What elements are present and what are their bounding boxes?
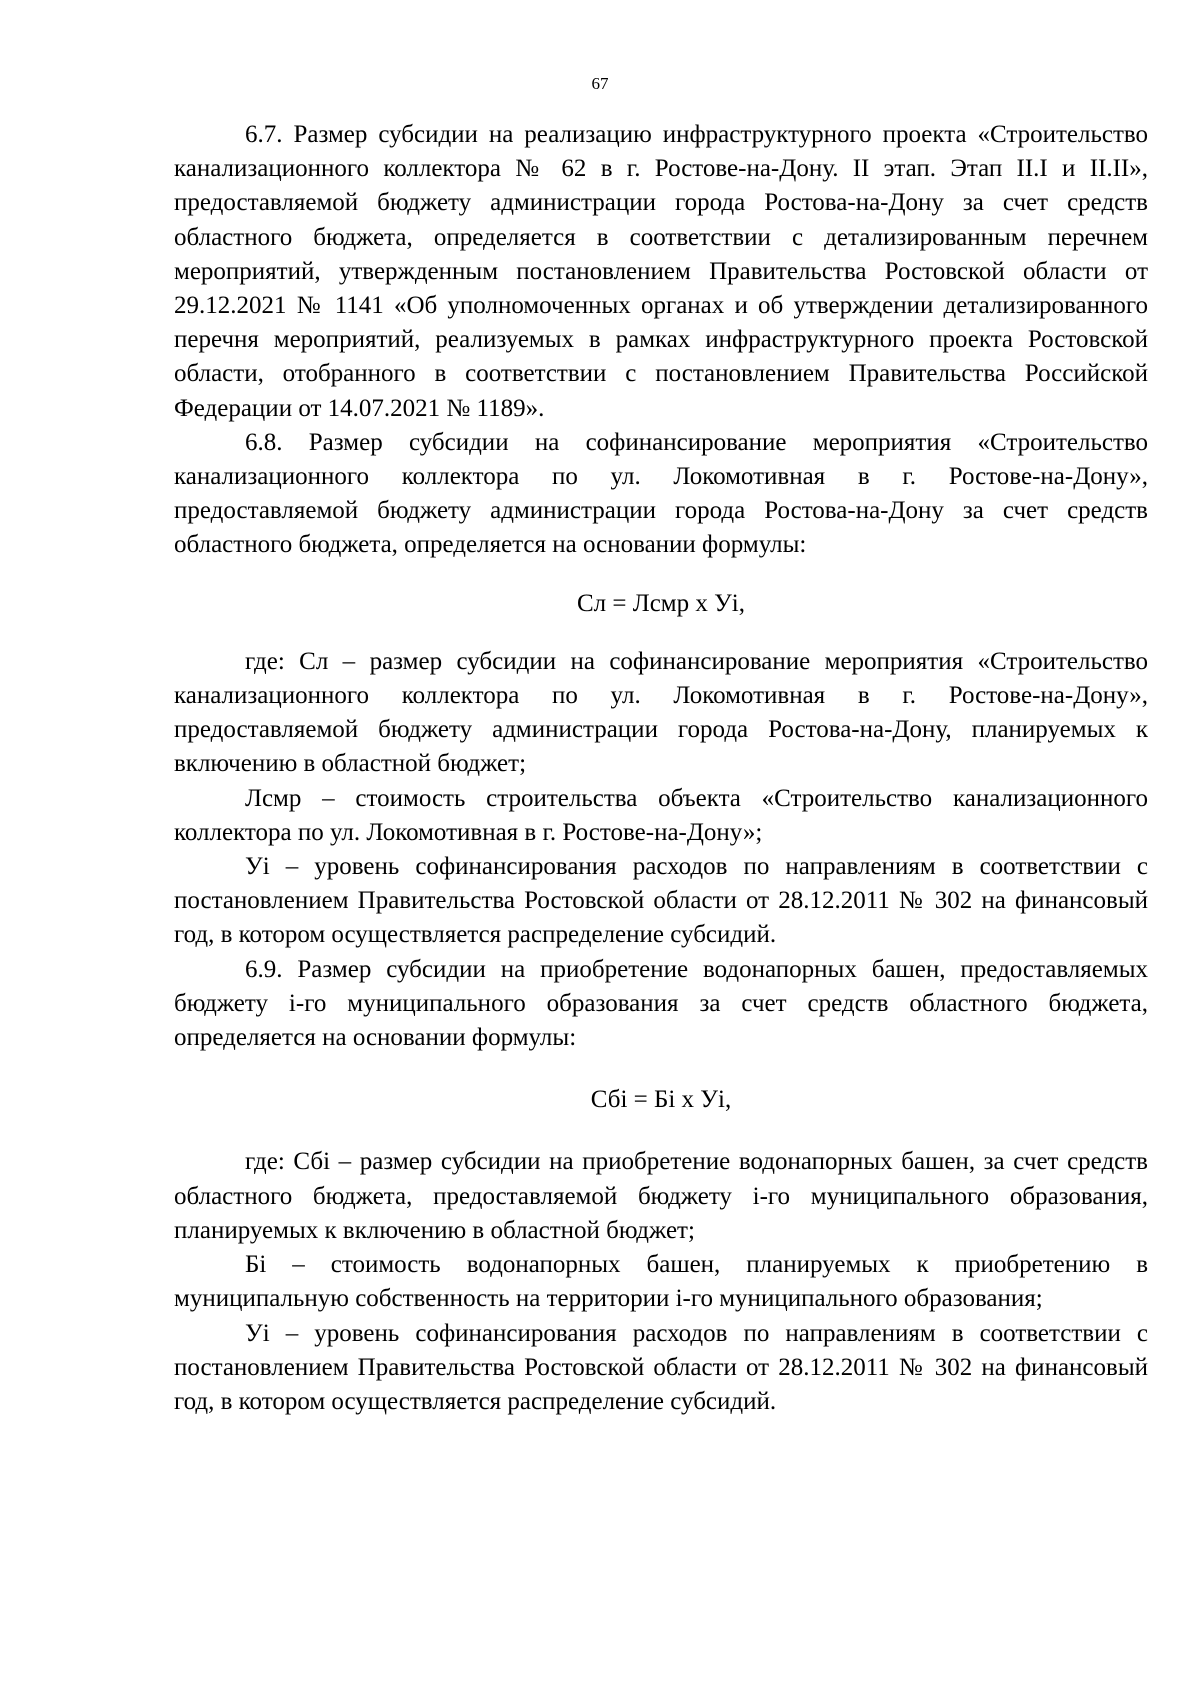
- page-number: 67: [591, 74, 609, 93]
- definition-ui-second: Уi – уровень софинансирования расходов по направлениям в соответствии с постановлением Правительства Ростовской области от 28.12.2011 № 302 на финансовый год, в котором осуществляется распределение субсидий.: [174, 1319, 1148, 1415]
- definition-lsmr: Лсмр – стоимость строительства объекта «Строительство канализационного коллектора по ул. Локомотивная в г. Ростове-на-Дону»;: [174, 784, 1148, 846]
- formula-sl: Сл = Лсмр х Уi,: [576, 589, 746, 617]
- definition-sbi: где: Сбi – размер субсидии на приобретение водонапорных башен, за счет средств областного бюджета, предоставляемой бюджету i-го муниципального образования, планируемых к включению в областной бюджет;: [174, 1148, 1148, 1244]
- document-body: [174, 118, 1148, 1419]
- formula-sbi: Сбi = Бi х Уi,: [590, 1086, 732, 1114]
- paragraph-6-8: 6.8. Размер субсидии на софинансирование мероприятия «Строительство канализационного коллектора по ул. Локомотивная в г. Ростове-на-Дону», предоставляемой бюджету администрации города Ростова-на-Дону за счет средств областного бюджета, определяется на основании формулы:: [174, 428, 1148, 559]
- paragraph-6-9: 6.9. Размер субсидии на приобретение водонапорных башен, предоставляемых бюджету i-го муниципального образования за счет средств областного бюджета, определяется на основании формулы:: [174, 955, 1148, 1052]
- definition-bi: Бi – стоимость водонапорных башен, планируемых к приобретению в муниципальную собственность на территории i-го муниципального образования;: [174, 1251, 1148, 1313]
- definition-ui-first: Уi – уровень софинансирования расходов по направлениям в соответствии с постановлением Правительства Ростовской области от 28.12.2011 № 302 на финансовый год, в котором осуществляется распределение субсидий.: [174, 853, 1148, 949]
- paragraph-6-7: 6.7. Размер субсидии на реализацию инфраструктурного проекта «Строительство канализационного коллектора № 62 в г. Ростове-на-Дону. II этап. Этап II.I и II.II», предоставляемой бюджету администрации города Ростова-на-Дону за счет средств областного бюджета, определяется в соответствии с детализированным перечнем мероприятий, утвержденным постановлением Правительства Ростовской области от 29.12.2021 № 1141 «Об уполномоченных органах и об утверждении детализированного перечня мероприятий, реализуемых в рамках инфраструктурного проекта Ростовской области, отобранного в соответствии с постановлением Правительства Российской Федерации от 14.07.2021 № 1189».: [174, 121, 1148, 422]
- definition-sl: где: Сл – размер субсидии на софинансирование мероприятия «Строительство канализационного коллектора по ул. Локомотивная в г. Ростове-на-Дону», предоставляемой бюджету администрации города Ростова-на-Дону, планируемых к включению в областной бюджет;: [174, 647, 1148, 778]
